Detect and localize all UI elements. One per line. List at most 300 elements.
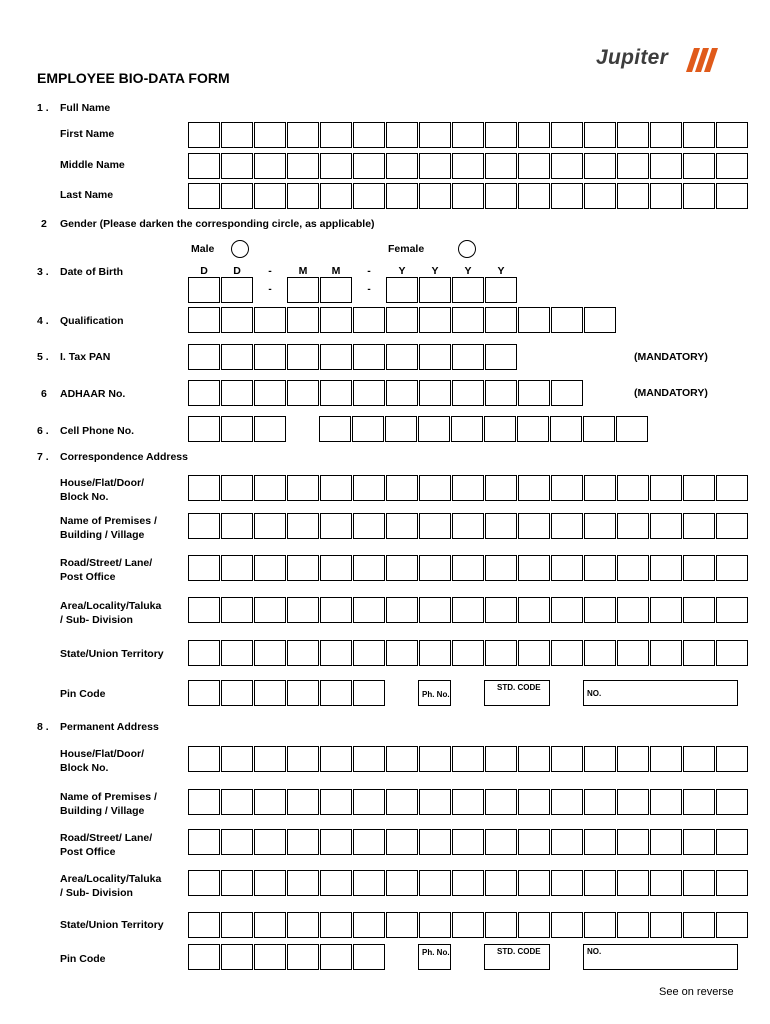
char-box[interactable] [221, 380, 253, 406]
char-box[interactable] [353, 640, 385, 666]
char-box[interactable] [287, 789, 319, 815]
char-box[interactable] [320, 475, 352, 501]
char-box[interactable] [683, 475, 715, 501]
char-box[interactable] [650, 640, 682, 666]
char-box[interactable] [188, 912, 220, 938]
char-box[interactable] [419, 344, 451, 370]
char-box[interactable] [485, 513, 517, 539]
char-box[interactable] [254, 307, 286, 333]
char-box[interactable] [254, 475, 286, 501]
char-box[interactable] [485, 912, 517, 938]
char-box[interactable] [386, 183, 418, 209]
char-box[interactable] [485, 122, 517, 148]
char-box[interactable] [221, 829, 253, 855]
char-box[interactable] [419, 912, 451, 938]
char-box[interactable] [452, 555, 484, 581]
char-box[interactable] [452, 829, 484, 855]
char-box[interactable] [551, 829, 583, 855]
char-box[interactable] [320, 597, 352, 623]
char-box[interactable] [188, 555, 220, 581]
char-box[interactable] [221, 513, 253, 539]
char-box[interactable] [188, 153, 220, 179]
char-box[interactable] [254, 183, 286, 209]
char-box[interactable] [320, 307, 352, 333]
char-box[interactable] [287, 944, 319, 970]
char-box[interactable] [451, 416, 483, 442]
char-box[interactable] [221, 416, 253, 442]
char-box[interactable] [287, 183, 319, 209]
char-box[interactable] [650, 912, 682, 938]
char-box[interactable] [221, 597, 253, 623]
char-box[interactable] [320, 746, 352, 772]
char-box[interactable] [386, 746, 418, 772]
char-box[interactable] [517, 416, 549, 442]
char-box[interactable] [320, 380, 352, 406]
char-box[interactable] [221, 640, 253, 666]
char-box[interactable] [386, 912, 418, 938]
char-box[interactable] [452, 307, 484, 333]
char-box[interactable] [353, 307, 385, 333]
char-box[interactable] [254, 597, 286, 623]
char-box[interactable] [518, 153, 550, 179]
char-box[interactable] [551, 307, 583, 333]
char-box[interactable] [551, 183, 583, 209]
char-box[interactable] [650, 183, 682, 209]
char-box[interactable] [452, 122, 484, 148]
char-box[interactable] [617, 513, 649, 539]
char-box[interactable] [221, 680, 253, 706]
char-box[interactable] [518, 183, 550, 209]
char-box[interactable] [386, 789, 418, 815]
char-box[interactable] [287, 829, 319, 855]
char-box[interactable] [584, 183, 616, 209]
char-box[interactable] [551, 153, 583, 179]
char-box[interactable] [320, 513, 352, 539]
char-box[interactable] [683, 597, 715, 623]
char-box[interactable] [617, 829, 649, 855]
char-box[interactable] [617, 640, 649, 666]
char-box[interactable] [188, 475, 220, 501]
char-box[interactable] [188, 513, 220, 539]
char-box[interactable] [683, 513, 715, 539]
char-box[interactable] [518, 746, 550, 772]
char-box[interactable] [452, 153, 484, 179]
char-box[interactable] [386, 307, 418, 333]
char-box[interactable] [188, 640, 220, 666]
char-box[interactable] [287, 555, 319, 581]
char-box[interactable] [254, 944, 286, 970]
char-box[interactable] [583, 416, 615, 442]
char-box[interactable] [617, 912, 649, 938]
char-box[interactable] [386, 640, 418, 666]
p-ph-no-box[interactable] [418, 944, 451, 970]
char-box[interactable] [419, 870, 451, 896]
char-box[interactable] [287, 380, 319, 406]
char-box[interactable] [353, 944, 385, 970]
char-box[interactable] [320, 344, 352, 370]
char-box[interactable] [452, 344, 484, 370]
char-box[interactable] [452, 870, 484, 896]
char-box[interactable] [320, 789, 352, 815]
char-box[interactable] [551, 122, 583, 148]
dob-digit-box[interactable] [485, 277, 517, 303]
char-box[interactable] [716, 870, 748, 896]
char-box[interactable] [650, 789, 682, 815]
dob-digit-box[interactable] [221, 277, 253, 303]
char-box[interactable] [452, 380, 484, 406]
char-box[interactable] [551, 640, 583, 666]
char-box[interactable] [353, 829, 385, 855]
char-box[interactable] [716, 746, 748, 772]
char-box[interactable] [254, 122, 286, 148]
female-radio[interactable] [458, 240, 476, 258]
char-box[interactable] [518, 122, 550, 148]
char-box[interactable] [221, 344, 253, 370]
dob-digit-box[interactable] [419, 277, 451, 303]
char-box[interactable] [353, 912, 385, 938]
char-box[interactable] [551, 380, 583, 406]
char-box[interactable] [254, 344, 286, 370]
char-box[interactable] [518, 555, 550, 581]
char-box[interactable] [584, 513, 616, 539]
char-box[interactable] [650, 555, 682, 581]
char-box[interactable] [452, 912, 484, 938]
char-box[interactable] [617, 555, 649, 581]
char-box[interactable] [254, 680, 286, 706]
char-box[interactable] [551, 555, 583, 581]
c-phone-number-box[interactable] [583, 680, 738, 706]
middle-name-label: Middle Name [60, 159, 125, 171]
char-box[interactable] [419, 153, 451, 179]
char-box[interactable] [551, 746, 583, 772]
char-box[interactable] [650, 597, 682, 623]
c-std-code-box[interactable] [484, 680, 550, 706]
char-box[interactable] [287, 680, 319, 706]
char-box[interactable] [254, 153, 286, 179]
char-box[interactable] [683, 122, 715, 148]
char-box[interactable] [254, 513, 286, 539]
char-box[interactable] [418, 416, 450, 442]
char-box[interactable] [386, 513, 418, 539]
char-box[interactable] [584, 789, 616, 815]
char-box[interactable] [254, 870, 286, 896]
char-box[interactable] [518, 597, 550, 623]
char-box[interactable] [188, 746, 220, 772]
char-box[interactable] [485, 307, 517, 333]
char-box[interactable] [584, 640, 616, 666]
char-box[interactable] [353, 475, 385, 501]
char-box[interactable] [419, 789, 451, 815]
char-box[interactable] [254, 555, 286, 581]
char-box[interactable] [419, 380, 451, 406]
char-box[interactable] [352, 416, 384, 442]
char-box[interactable] [353, 746, 385, 772]
char-box[interactable] [287, 513, 319, 539]
char-box[interactable] [287, 122, 319, 148]
char-box[interactable] [221, 183, 253, 209]
char-box[interactable] [287, 870, 319, 896]
char-box[interactable] [650, 870, 682, 896]
char-box[interactable] [188, 870, 220, 896]
char-box[interactable] [683, 183, 715, 209]
char-box[interactable] [386, 153, 418, 179]
char-box[interactable] [716, 912, 748, 938]
char-box[interactable] [221, 307, 253, 333]
char-box[interactable] [617, 475, 649, 501]
char-box[interactable] [386, 829, 418, 855]
char-box[interactable] [518, 307, 550, 333]
char-box[interactable] [188, 344, 220, 370]
char-box[interactable] [452, 183, 484, 209]
char-box[interactable] [551, 597, 583, 623]
char-box[interactable] [716, 513, 748, 539]
char-box[interactable] [385, 416, 417, 442]
char-box[interactable] [221, 870, 253, 896]
char-box[interactable] [584, 912, 616, 938]
char-box[interactable] [616, 416, 648, 442]
char-box[interactable] [353, 597, 385, 623]
char-box[interactable] [419, 555, 451, 581]
char-box[interactable] [287, 912, 319, 938]
char-box[interactable] [584, 153, 616, 179]
char-box[interactable] [188, 307, 220, 333]
char-box[interactable] [353, 870, 385, 896]
char-box[interactable] [452, 597, 484, 623]
char-box[interactable] [254, 640, 286, 666]
char-box[interactable] [485, 829, 517, 855]
char-box[interactable] [683, 829, 715, 855]
char-box[interactable] [584, 307, 616, 333]
char-box[interactable] [485, 746, 517, 772]
char-box[interactable] [485, 183, 517, 209]
char-box[interactable] [386, 344, 418, 370]
char-box[interactable] [188, 680, 220, 706]
char-box[interactable] [287, 640, 319, 666]
char-box[interactable] [320, 870, 352, 896]
char-box[interactable] [221, 789, 253, 815]
male-radio[interactable] [231, 240, 249, 258]
char-box[interactable] [254, 416, 286, 442]
char-box[interactable] [320, 640, 352, 666]
char-box[interactable] [617, 597, 649, 623]
char-box[interactable] [221, 944, 253, 970]
char-box[interactable] [188, 944, 220, 970]
char-box[interactable] [419, 513, 451, 539]
char-box[interactable] [485, 870, 517, 896]
char-box[interactable] [188, 122, 220, 148]
char-box[interactable] [320, 944, 352, 970]
middle-name-row [188, 153, 749, 179]
char-box[interactable] [320, 183, 352, 209]
char-box[interactable] [650, 153, 682, 179]
char-box[interactable] [683, 789, 715, 815]
char-box[interactable] [551, 789, 583, 815]
char-box[interactable] [683, 746, 715, 772]
char-box[interactable] [353, 380, 385, 406]
char-box[interactable] [221, 912, 253, 938]
p-std-code-box[interactable] [484, 944, 550, 970]
char-box[interactable] [287, 597, 319, 623]
char-box[interactable] [320, 153, 352, 179]
char-box[interactable] [386, 380, 418, 406]
char-box[interactable] [452, 746, 484, 772]
char-box[interactable] [584, 746, 616, 772]
char-box[interactable] [353, 555, 385, 581]
char-box[interactable] [584, 597, 616, 623]
char-box[interactable] [584, 475, 616, 501]
char-box[interactable] [188, 597, 220, 623]
char-box[interactable] [353, 344, 385, 370]
char-box[interactable] [419, 122, 451, 148]
char-box[interactable] [419, 475, 451, 501]
char-box[interactable] [485, 597, 517, 623]
char-box[interactable] [716, 122, 748, 148]
char-box[interactable] [221, 122, 253, 148]
char-box[interactable] [551, 513, 583, 539]
char-box[interactable] [683, 870, 715, 896]
char-box[interactable] [320, 829, 352, 855]
char-box[interactable] [683, 153, 715, 179]
char-box[interactable] [287, 344, 319, 370]
char-box[interactable] [320, 122, 352, 148]
char-box[interactable] [584, 870, 616, 896]
dob-digit-box[interactable] [452, 277, 484, 303]
char-box[interactable] [221, 555, 253, 581]
char-box[interactable] [683, 640, 715, 666]
char-box[interactable] [650, 475, 682, 501]
char-box[interactable] [485, 555, 517, 581]
char-box[interactable] [287, 307, 319, 333]
char-box[interactable] [353, 183, 385, 209]
char-box[interactable] [617, 183, 649, 209]
char-box[interactable] [254, 912, 286, 938]
char-box[interactable] [319, 416, 351, 442]
char-box[interactable] [617, 870, 649, 896]
char-box[interactable] [551, 870, 583, 896]
char-box[interactable] [650, 746, 682, 772]
char-box[interactable] [419, 183, 451, 209]
char-box[interactable] [254, 829, 286, 855]
char-box[interactable] [485, 640, 517, 666]
char-box[interactable] [221, 475, 253, 501]
char-box[interactable] [353, 122, 385, 148]
char-box[interactable] [419, 307, 451, 333]
char-box[interactable] [518, 870, 550, 896]
char-box[interactable] [188, 789, 220, 815]
char-box[interactable] [386, 870, 418, 896]
char-box[interactable] [550, 416, 582, 442]
char-box[interactable] [551, 475, 583, 501]
char-box[interactable] [254, 380, 286, 406]
char-box[interactable] [353, 153, 385, 179]
char-box[interactable] [716, 475, 748, 501]
char-box[interactable] [452, 789, 484, 815]
char-box[interactable] [353, 680, 385, 706]
char-box[interactable] [584, 122, 616, 148]
char-box[interactable] [716, 183, 748, 209]
char-box[interactable] [518, 513, 550, 539]
char-box[interactable] [485, 344, 517, 370]
char-box[interactable] [650, 513, 682, 539]
p-phone-number-box[interactable] [583, 944, 738, 970]
char-box[interactable] [518, 789, 550, 815]
char-box[interactable] [188, 380, 220, 406]
char-box[interactable] [485, 380, 517, 406]
char-box[interactable] [716, 153, 748, 179]
char-box[interactable] [485, 789, 517, 815]
char-box[interactable] [419, 829, 451, 855]
char-box[interactable] [419, 597, 451, 623]
char-box[interactable] [452, 475, 484, 501]
char-box[interactable] [484, 416, 516, 442]
char-box[interactable] [716, 597, 748, 623]
char-box[interactable] [650, 122, 682, 148]
char-box[interactable] [551, 912, 583, 938]
char-box[interactable] [221, 153, 253, 179]
char-box[interactable] [683, 555, 715, 581]
char-box[interactable] [221, 746, 253, 772]
char-box[interactable] [353, 789, 385, 815]
char-box[interactable] [386, 555, 418, 581]
char-box[interactable] [518, 912, 550, 938]
char-box[interactable] [386, 122, 418, 148]
dob-digit-box[interactable] [320, 277, 352, 303]
char-box[interactable] [386, 597, 418, 623]
char-box[interactable] [287, 746, 319, 772]
char-box[interactable] [386, 475, 418, 501]
char-box[interactable] [452, 640, 484, 666]
char-box[interactable] [188, 416, 220, 442]
char-box[interactable] [419, 640, 451, 666]
char-box[interactable] [188, 183, 220, 209]
char-box[interactable] [518, 829, 550, 855]
char-box[interactable] [716, 555, 748, 581]
char-box[interactable] [716, 640, 748, 666]
char-box[interactable] [287, 475, 319, 501]
char-box[interactable] [617, 122, 649, 148]
char-box[interactable] [287, 153, 319, 179]
char-box[interactable] [254, 789, 286, 815]
char-box[interactable] [584, 829, 616, 855]
char-box[interactable] [716, 829, 748, 855]
s5-label: I. Tax PAN [60, 351, 111, 363]
char-box[interactable] [617, 789, 649, 815]
char-box[interactable] [650, 829, 682, 855]
char-box[interactable] [485, 475, 517, 501]
char-box[interactable] [353, 513, 385, 539]
char-box[interactable] [320, 555, 352, 581]
char-box[interactable] [188, 829, 220, 855]
char-box[interactable] [518, 380, 550, 406]
char-box[interactable] [254, 746, 286, 772]
char-box[interactable] [452, 513, 484, 539]
dob-digit-box[interactable] [287, 277, 319, 303]
c-ph-no-box[interactable] [418, 680, 451, 706]
char-box[interactable] [617, 746, 649, 772]
char-box[interactable] [485, 153, 517, 179]
char-box[interactable] [518, 475, 550, 501]
char-box[interactable] [716, 789, 748, 815]
char-box[interactable] [419, 746, 451, 772]
char-box[interactable] [617, 153, 649, 179]
dob-digit-box[interactable] [188, 277, 220, 303]
dob-digit-box[interactable] [386, 277, 418, 303]
char-box[interactable] [584, 555, 616, 581]
char-box[interactable] [518, 640, 550, 666]
char-box[interactable] [320, 912, 352, 938]
char-box[interactable] [683, 912, 715, 938]
char-box[interactable] [320, 680, 352, 706]
